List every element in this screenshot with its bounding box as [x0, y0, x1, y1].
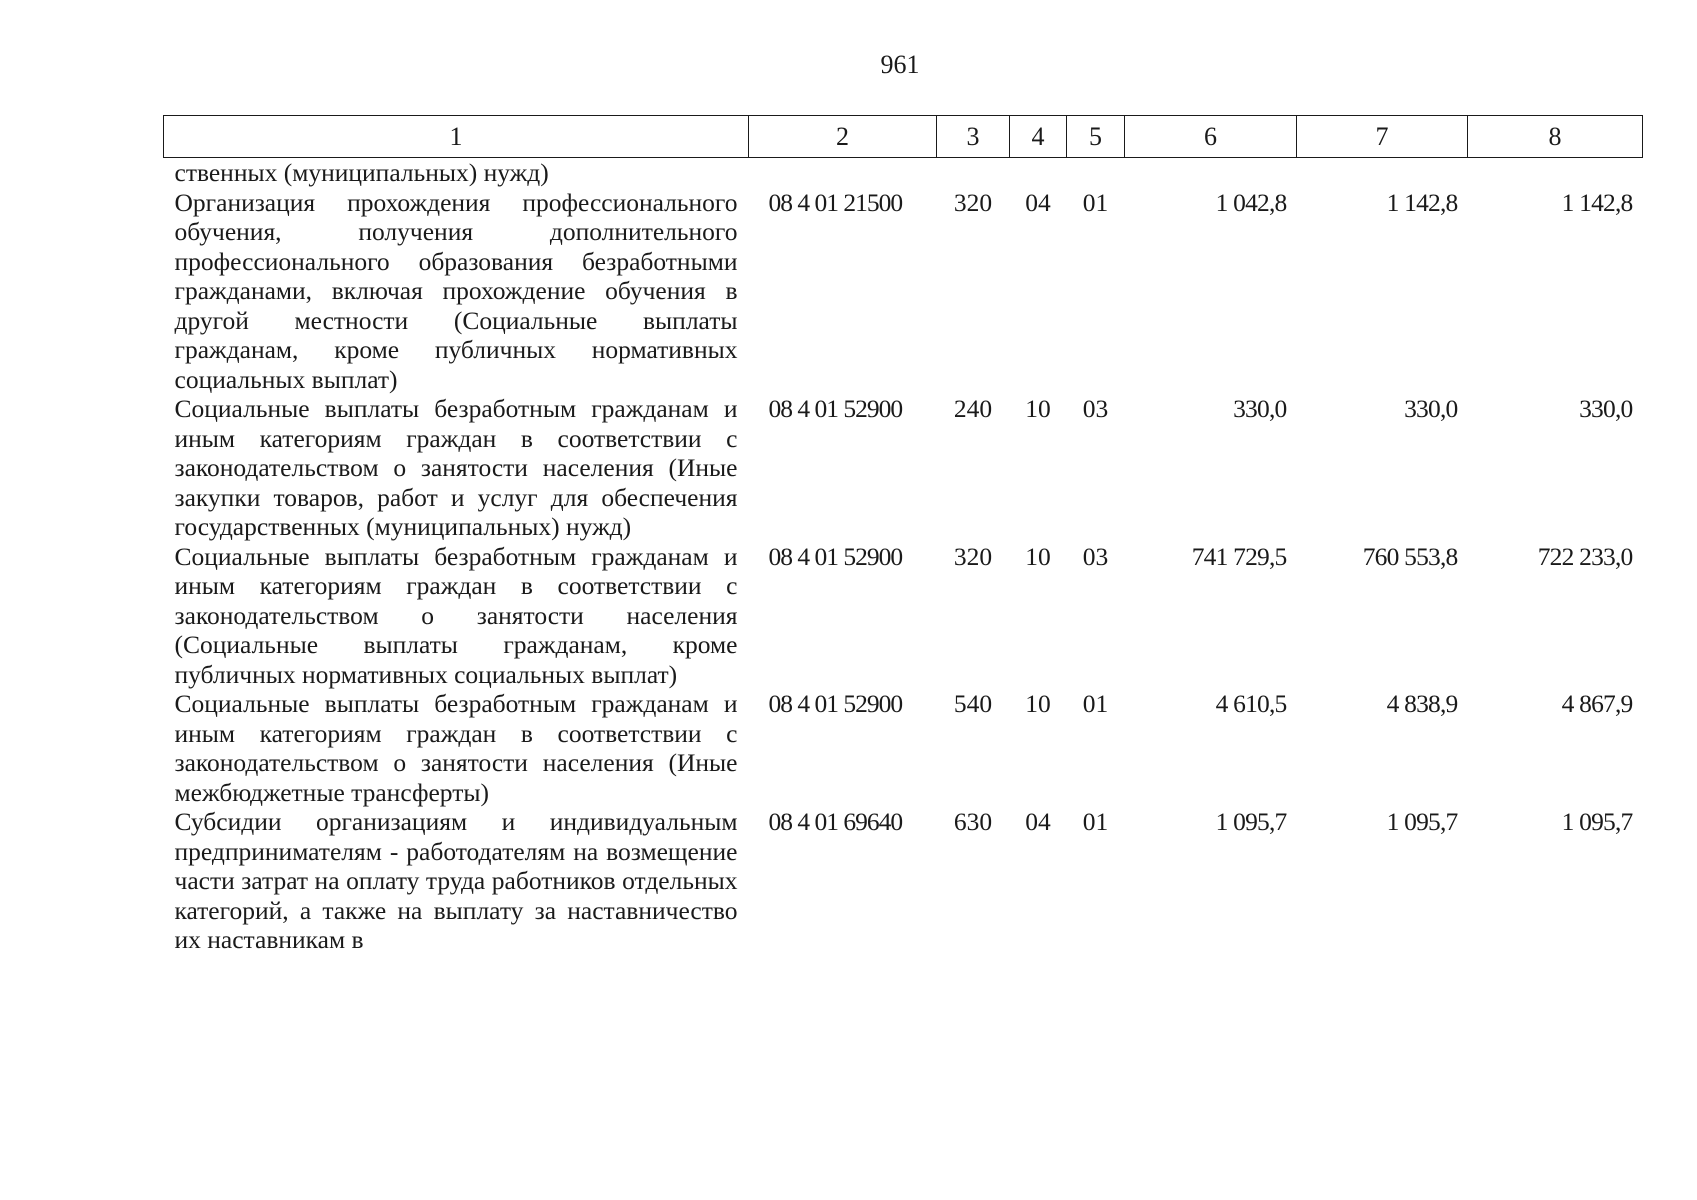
table-row: [164, 689, 1643, 807]
amount-col-7: 760 553,8: [1362, 541, 1458, 571]
amount-col-8: 1 142,8: [1561, 187, 1633, 217]
table-row: [164, 807, 1643, 955]
amount-col-7: 330,0: [1404, 394, 1458, 423]
target-code: 08 4 01 21500: [768, 187, 903, 217]
continuation-text: ственных (муниципальных) нужд): [174, 158, 549, 187]
table-row: [164, 542, 1643, 690]
subsection-code: 03: [1082, 541, 1109, 571]
section-code: 04: [1025, 187, 1051, 217]
column-header-7: 7: [1297, 116, 1468, 158]
subsection-code: 01: [1082, 807, 1109, 836]
continuation-row: [164, 158, 1643, 188]
row-description: Социальные выплаты безработным гражданам и иным категориям граждан в соответствии с законодательством о занятости населения (Социальные выплаты гражданам, кроме публичных нормативных социальных выплат): [174, 541, 738, 689]
column-header-4: 4: [1010, 116, 1067, 158]
row-description: Организация прохождения профессионального обучения, получения дополнительного профессионального образования безработными гражданами, включая прохождение обучения в другой местности (Социальные выплаты гражданам, кроме публичных нормативных социальных выплат): [174, 187, 738, 394]
target-code: 08 4 01 69640: [768, 807, 903, 836]
section-code: 10: [1025, 394, 1051, 423]
expense-type: 540: [953, 689, 993, 718]
column-header-6: 6: [1125, 116, 1297, 158]
budget-table: [163, 115, 1643, 955]
column-header-1: 1: [164, 116, 749, 158]
row-description: Социальные выплаты безработным гражданам и иным категориям граждан в соответствии с законодательством о занятости населения (Иные закупки товаров, работ и услуг для обеспечения государственных (муниципальных) нужд): [174, 394, 738, 541]
table-header-row: [164, 116, 1643, 158]
amount-col-6: 4 610,5: [1215, 689, 1287, 718]
amount-col-6: 330,0: [1233, 394, 1287, 423]
amount-col-8: 330,0: [1579, 394, 1633, 423]
amount-col-7: 1 095,7: [1386, 807, 1458, 836]
subsection-code: 01: [1082, 187, 1109, 217]
expense-type: 320: [953, 187, 993, 217]
column-header-5: 5: [1067, 116, 1125, 158]
table-row: [164, 394, 1643, 542]
target-code: 08 4 01 52900: [768, 689, 903, 718]
column-header-3: 3: [937, 116, 1010, 158]
amount-col-6: 1 042,8: [1215, 187, 1287, 217]
column-header-2: 2: [749, 116, 937, 158]
column-header-8: 8: [1468, 116, 1643, 158]
amount-col-6: 741 729,5: [1191, 541, 1287, 571]
row-description: Субсидии организациям и индивидуальным предпринимателям - работодателям на возмещение части затрат на оплату труда работников отдельных категорий, а также на выплату за наставничество их наставникам в: [174, 807, 738, 954]
row-description: Социальные выплаты безработным гражданам и иным категориям граждан в соответствии с законодательством о занятости населения (Иные межбюджетные трансферты): [174, 689, 738, 807]
section-code: 10: [1025, 541, 1051, 571]
expense-type: 240: [953, 394, 993, 423]
amount-col-8: 1 095,7: [1561, 807, 1633, 836]
target-code: 08 4 01 52900: [768, 541, 903, 571]
page-number: 961: [880, 50, 920, 79]
amount-col-7: 1 142,8: [1386, 187, 1458, 217]
table-row: [164, 188, 1643, 395]
subsection-code: 01: [1082, 689, 1109, 718]
expense-type: 630: [953, 807, 993, 836]
section-code: 10: [1025, 689, 1051, 718]
target-code: 08 4 01 52900: [768, 394, 903, 423]
amount-col-6: 1 095,7: [1215, 807, 1287, 836]
amount-col-7: 4 838,9: [1386, 689, 1458, 718]
amount-col-8: 4 867,9: [1561, 689, 1633, 718]
expense-type: 320: [953, 541, 993, 571]
subsection-code: 03: [1082, 394, 1109, 423]
amount-col-8: 722 233,0: [1537, 541, 1633, 571]
section-code: 04: [1025, 807, 1051, 836]
